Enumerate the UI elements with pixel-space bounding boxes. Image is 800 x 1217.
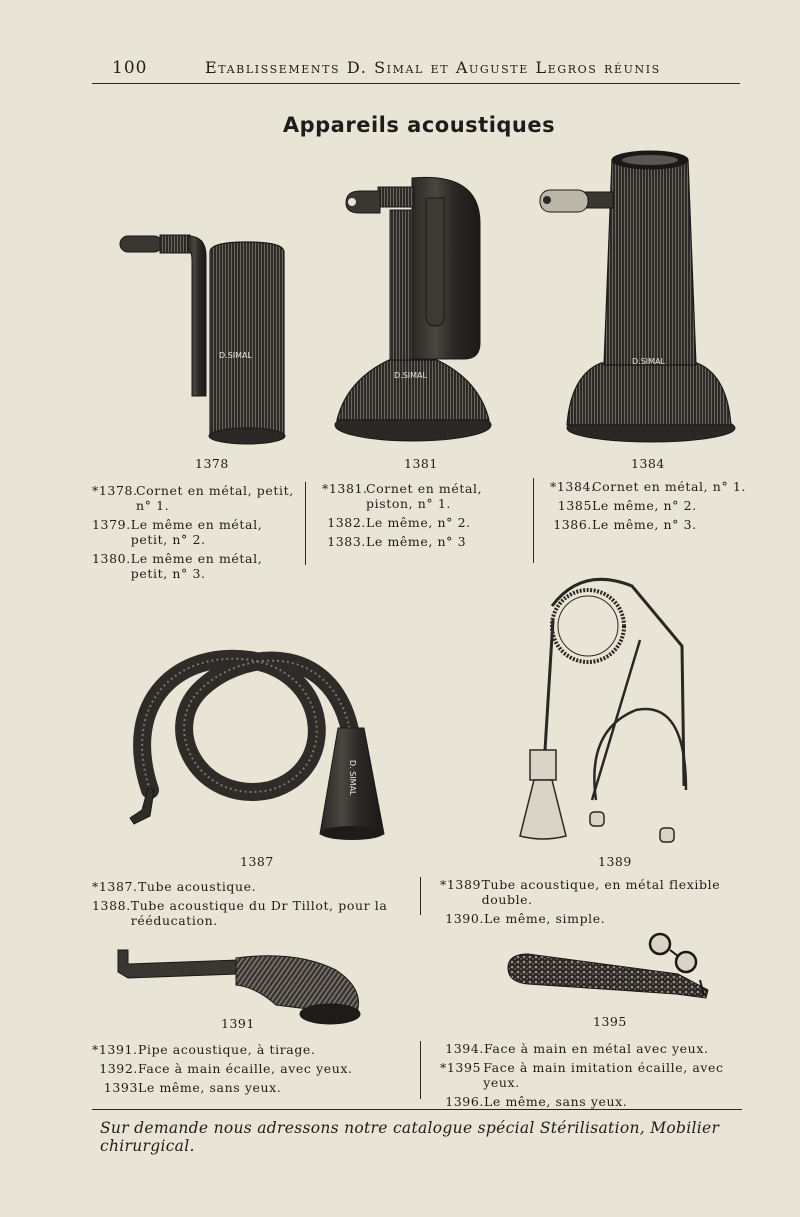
item-list-1395 — [440, 1041, 760, 1113]
list-item — [322, 515, 527, 530]
list-item — [440, 1041, 760, 1056]
engraving-text: D.SIMAL — [219, 351, 252, 360]
running-title: Etablissements D. Simal et Auguste Legros réunis — [205, 58, 661, 77]
list-item — [440, 1060, 760, 1090]
item-text: Le même, sans yeux. — [138, 1080, 282, 1095]
item-text: Face à main écaille, avec yeux. — [138, 1061, 353, 1076]
figure-number: 1389 — [598, 854, 632, 869]
list-item — [550, 479, 750, 494]
list-item — [92, 1080, 402, 1095]
list-item — [440, 911, 760, 926]
list-item — [92, 879, 402, 894]
list-item — [92, 898, 402, 928]
list-item — [440, 877, 760, 907]
column-divider — [305, 482, 306, 565]
engraving-text: D.SIMAL — [632, 357, 665, 366]
list-item — [92, 483, 297, 513]
item-ref: 1393 — [103, 1080, 138, 1095]
column-divider — [533, 478, 534, 563]
item-ref: 1392. — [99, 1061, 138, 1076]
item-text: Le même, sans yeux. — [484, 1094, 628, 1109]
list-item — [92, 1061, 402, 1076]
figure-number: 1395 — [593, 1014, 627, 1029]
item-ref: *1381. — [322, 481, 368, 496]
item-list-1387 — [92, 879, 402, 932]
figure-number: 1387 — [240, 854, 274, 869]
item-ref: 1379. — [92, 517, 131, 532]
item-list-1384 — [550, 479, 750, 536]
item-ref: *1391. — [92, 1042, 138, 1057]
item-list-1391 — [92, 1042, 402, 1099]
item-text: Face à main en métal avec yeux. — [484, 1041, 709, 1056]
cornet-1381-illustration — [335, 177, 491, 441]
item-ref: 1380. — [92, 551, 131, 566]
pipe-1391-illustration — [118, 950, 360, 1024]
item-text: Pipe acoustique, à tirage. — [138, 1042, 316, 1057]
page-heading: Appareils acoustiques — [282, 113, 556, 137]
item-text: Cornet en métal, piston, n° 1. — [366, 481, 483, 511]
list-item — [550, 498, 750, 513]
item-ref: 1390. — [445, 911, 484, 926]
list-item — [440, 1094, 760, 1109]
item-text: Le même, simple. — [484, 911, 606, 926]
figure-number: 1384 — [631, 456, 665, 471]
cornet-1378-illustration — [120, 235, 285, 444]
item-text: Le même, n° 3. — [592, 517, 697, 532]
figure-number: 1391 — [221, 1016, 255, 1031]
item-ref: *1395 — [440, 1060, 482, 1075]
lorgnette-1395-illustration — [508, 934, 708, 998]
footer-note: Sur demande nous adressons notre catalogue spécial Stérilisation, Mobilier chirurgical. — [100, 1119, 720, 1155]
item-text: Le même en métal, petit, n° 2. — [130, 517, 263, 547]
figure-number: 1378 — [195, 456, 229, 471]
tube-1387-illustration — [130, 659, 384, 840]
cornet-1384-illustration — [540, 151, 735, 442]
item-text: Tube acoustique du Dr Tillot, pour la rééducation. — [130, 898, 388, 928]
item-text: Le même, n° 2. — [592, 498, 697, 513]
list-item — [92, 551, 297, 581]
column-divider — [420, 877, 421, 915]
item-text: Cornet en métal, petit, n° 1. — [136, 483, 294, 513]
list-item — [92, 517, 297, 547]
item-ref: 1396. — [445, 1094, 484, 1109]
item-ref: *1389 — [440, 877, 482, 892]
item-ref: 1385 — [557, 498, 592, 513]
item-ref: *1387. — [92, 879, 138, 894]
item-text: Le même en métal, petit, n° 3. — [130, 551, 263, 581]
item-text: Tube acoustique, en métal flexible double. — [481, 877, 721, 907]
list-item — [550, 517, 750, 532]
tube-1389-illustration — [520, 579, 686, 842]
item-ref: 1394. — [445, 1041, 484, 1056]
item-ref: 1386. — [553, 517, 592, 532]
column-divider — [420, 1041, 421, 1099]
engraving-text: D. SIMAL — [348, 760, 357, 796]
list-item — [322, 481, 527, 511]
item-text: Cornet en métal, n° 1. — [592, 479, 747, 494]
item-ref: 1383. — [327, 534, 366, 549]
item-text: Le même, n° 3 — [366, 534, 467, 549]
item-list-1378 — [92, 483, 297, 585]
list-item — [92, 1042, 402, 1057]
item-text: Tube acoustique. — [138, 879, 257, 894]
item-ref: 1382. — [327, 515, 366, 530]
page-number: 100 — [112, 58, 148, 78]
footer-rule — [92, 1109, 742, 1110]
item-ref: *1384. — [550, 479, 596, 494]
item-list-1389 — [440, 877, 760, 930]
figure-number: 1381 — [404, 456, 438, 471]
item-text: Le même, n° 2. — [366, 515, 471, 530]
item-ref: 1388. — [92, 898, 131, 913]
item-list-1381 — [322, 481, 527, 553]
item-ref: *1378. — [92, 483, 138, 498]
item-text: Face à main imitation écaille, avec yeux. — [483, 1060, 724, 1090]
engraving-text: D.SIMAL — [394, 371, 427, 380]
list-item — [322, 534, 527, 549]
